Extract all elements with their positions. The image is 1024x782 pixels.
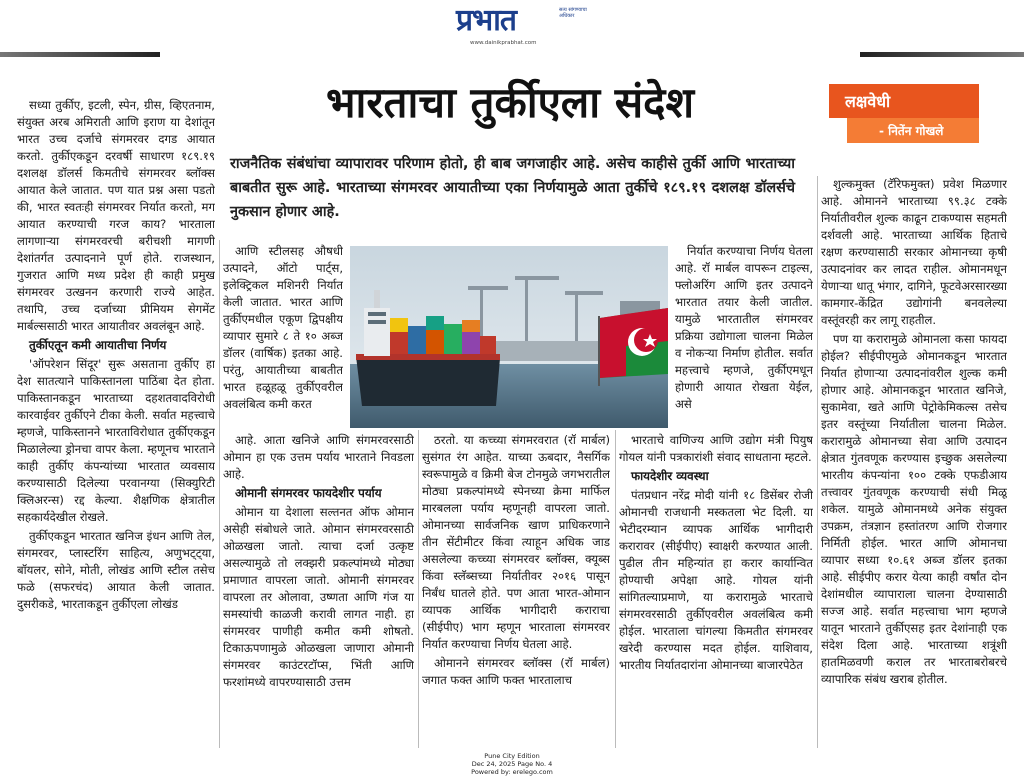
paragraph: पण या करारामुळे ओमानला कसा फायदा होईल? सीईपीएमुळे ओमानकडून भारतात निर्यात होणाऱ्या उत्पादनांवरील शुल्क कमी होणार आहे. ओमानकडून भारतात खनिजे, सुकामेवा, खते आणि पेट्रोकेमिकल्स तसेच इतर वस्तूंच्या निर्यातीला चालना मिळेल. करारामुळे ओमानच्या सेवा आणि उत्पादन क्षेत्रात गुंतवणूक करण्यास इच्छुक असलेल्या भारतीय कंपन्यांना १०० टक्के एफडीआय तत्त्वावर गुंतवणूक करण्याची संधी मिळू शकेल. यामुळे ओमानमध्ये अनेक संयुक्त उपक्रम, तंत्रज्ञान हस्तांतरण आणि रोजगार निर्मिती होईल. भारत आणि ओमानचा व्यापार सध्या १०.६१ अब्ज डॉलर इतका आहे. सीईपीए करार येत्या काही वर्षांत दोन देशांमधील व्यापाराला चालना देण्यासाठी सज्ज आहे. सर्वात महत्त्वाचा भाग म्हणजे यातून भारताने तुर्कीएसह इतर देशांनाही एक संदेश दिला आहे. भारताच्या शत्रूंशी हातमिळवणी कराल तर भारताबरोबरचे व्यापारिक संबंध खराब होतील. — [821, 332, 1007, 686]
logo-site-url[interactable]: www.dainikprabhat.com — [470, 40, 537, 46]
footer-date-page: Dec 24, 2025 Page No. 4 — [471, 760, 553, 768]
ship-photo[interactable] — [350, 246, 668, 428]
paragraph: ठरतो. या कच्च्या संगमरवरात (रॉ मार्बल) सुसंगत रंग आहेत. याच्या ऊबदार, नैसर्गिक स्वरूपामुळे व क्रिमी बेज टोनमुळे जगभरातील मोठ्या प्रकल्पांमध्ये स्पेनच्या क्रेमा मार्फिल मारबलला पर्याय म्हणूनही वापरला जातो. ओमानच्या सार्वजनिक खाण प्राधिकरणाने तीन सेंटीमीटर किंवा त्याहून अधिक जाड असलेल्या कच्च्या संगमरवर ब्लॉक्स, क्यूब्स किंवा स्लॅब्सच्या निर्यातीवर २०१६ पासून निर्बंध घातले होते. पण आता भारत-ओमान व्यापक आर्थिक भागीदारी कराराचा (सीईपीए) भाग म्हणून भारताला संगमरवर निर्यात करण्याचा निर्णय घेतला आहे. — [422, 433, 610, 651]
paragraph: सध्या तुर्कीए, इटली, स्पेन, ग्रीस, व्हिएतनाम, संयुक्त अरब अमिराती आणि इराण या देशांतून भारत उच्च दर्जाचे संगमरवर दगड आयात करतो. तुर्कीएकडून दरवर्षी साधारण १८९.१९ दशलक्ष डॉलर्स किमतीचे संगमरवर ब्लॉक्स आयात केले जातात. पण यात प्रश्न असा पडतो की, भारत स्वतःही संगमरवर निर्यात करतो, मग आयात करण्याची गरज काय? भारताला लागणाऱ्या संगमरवरची बरीचशी मागणी देशांतर्गत उत्पादनाने पूर्ण होते. राजस्थान, गुजरात आणि मध्य प्रदेश ही काही प्रमुख संगमरवर उत्खनन करणारी राज्ये आहेत. तथापि, उच्च दर्जाच्या प्रीमियम सेगमेंट मार्बल्ससाठी भारत आयातीवर अवलंबून आहे. — [17, 98, 215, 333]
article-column-2a — [223, 243, 343, 428]
paragraph: शुल्कमुक्त (टॅरिफमुक्त) प्रवेश मिळणार आहे. ओमानने भारताच्या ९९.३८ टक्के निर्यातीवरील शुल्क काढून टाकण्यास सहमती दर्शवली आहे. भारताच्या आर्थिक हिताचे रक्षण करण्यासाठी सरकार ओमानच्या कृषी उत्पादनांवर कर लादत राहील. ओमानमधून येणाऱ्या धातू भंगार, दागिने, फूटवेअरसारख्या कामगार-केंद्रित उद्योगांनी बनवलेल्या वस्तूंवरही कर लागू राहतील. — [821, 177, 1007, 327]
article-column-3 — [422, 432, 610, 750]
article-deck: राजनैतिक संबंधांचा व्यापारावर परिणाम होतो, ही बाब जगजाहीर आहे. असेच काहीसे तुर्की आणि भारताच्या बाबतीत सुरू आहे. भारताच्या संगमरवर आयातीच्या एका निर्णयामुळे आता तुर्कीचे १८९.१९ दशलक्ष डॉलर्सचे नुकसान होणार आहे. — [230, 156, 795, 220]
newspaper-logo[interactable]: प्रभात — [456, 3, 517, 38]
paragraph: आहे. आता खनिजे आणि संगमरवरसाठी ओमान हा एक उत्तम पर्याय भारताने निवडला आहे. — [223, 433, 414, 481]
column-author: - नितेंन गोखले — [847, 118, 979, 143]
column-divider — [418, 430, 419, 748]
masthead-rule-left — [0, 52, 160, 57]
footer-powered-by[interactable]: Powered by: erelego.com — [471, 768, 553, 776]
article-column-4b — [619, 432, 813, 750]
article-column-5 — [821, 176, 1007, 748]
column-divider — [615, 430, 616, 748]
article-column-2b — [223, 432, 414, 750]
subheading: ओमानी संगमरवर फायदेशीर पर्याय — [235, 486, 382, 500]
masthead — [0, 0, 1024, 52]
paragraph: निर्यात करण्याचा निर्णय घेतला आहे. रॉ मार्बल वापरून टाइल्स, फ्लोअरिंग आणि इतर उत्पादने भारतात तयार केली जातील. यामुळे भारतातील संगमरवर प्रक्रिया उद्योगाला चालना मिळेल व नोकऱ्या निर्माण होतील. सर्वात महत्त्वाचे म्हणजे, तुर्कीएमधून होणारी आयात रोखता येईल, असे — [675, 244, 813, 411]
column-divider — [817, 176, 818, 748]
column-divider — [219, 240, 220, 748]
column-title: लक्षवेधी — [829, 84, 979, 118]
article-headline: भारताचा तुर्कीएला संदेश — [325, 78, 695, 127]
paragraph: ओमान या देशाला सल्तनत ऑफ ओमान असेही संबोधले जाते. ओमान संगमरवरसाठी ओळखला जातो. त्याचा दर्जा उत्कृष्ट असल्यामुळे तो लक्झरी प्रकल्पांमध्ये मोठ्या प्रमाणात वापरला जातो. ओमानी संगमरवर वापरला तर ओलावा, उष्णता आणि गंज या समस्यांची काळजी करावी लागत नाही. हा संगमरवर पाणीही कमीत कमी शोषतो. टिकाऊपणामुळे ओळखला जाणारा ओमानी संगमरवर काउंटरटॉप्स, भिंती आणि फरशांमध्ये वापरण्यासाठी उत्तम — [223, 505, 414, 689]
paragraph: भारताचे वाणिज्य आणि उद्योग मंत्री पियुष गोयल यांनी पत्रकारांशी संवाद साधताना म्हटले. — [619, 433, 813, 464]
ship-photo-icon — [350, 246, 668, 428]
paragraph: आणि स्टीलसह औषधी उत्पादने, ऑटो पार्ट्स, इलेक्ट्रिकल मशिनरी निर्यात केली जातात. भारत आणि तुर्कीएमधील एकूण द्विपक्षीय व्यापार सुमारे ८ ते १० अब्ज डॉलर (वार्षिक) इतका आहे. परंतु, आयातीच्या बाबतीत भारत हळूहळू तुर्कीएवरील अवलंबित्व कमी करत — [223, 244, 343, 411]
article-column-1 — [17, 97, 215, 747]
logo-tagline: सत्य सांगण्याचा अधिकार — [559, 7, 587, 19]
article-column-4a — [675, 243, 813, 428]
paragraph: 'ऑपरेशन सिंदूर' सुरू असताना तुर्कीए हा देश सातत्याने पाकिस्तानला पाठिंबा देत होता. पाकिस्तानकडून भारताच्या दहशतवादविरोधी कारवाईवर तुर्कीएने टीका केली. सर्वात महत्त्वाचे म्हणजे, पाकिस्तानने भारताविरोधात तुर्कीएकडून मिळालेल्या ड्रोनचा वापर केला. म्हणूनच भारताने काही तुर्कीए कंपन्यांच्या भारतात व्यवसाय करण्यासाठी दिलेल्या परवानग्या (सिक्युरिटी क्लिअरन्स) रद्द केल्या. शैक्षणिक क्षेत्रातील सहकार्यदेखील रोखले. — [17, 357, 215, 524]
column-box[interactable] — [829, 84, 979, 140]
paragraph: पंतप्रधान नरेंद्र मोदी यांनी १८ डिसेंबर रोजी ओमानची राजधानी मस्कतला भेट दिली. या भेटीदरम्यान व्यापक आर्थिक भागीदारी करारावर (सीईपीए) स्वाक्षरी करण्यात आली. पुढील तीन महिन्यांत हा करार कार्यान्वित होण्याची अपेक्षा आहे. गोयल यांनी सांगितल्याप्रमाणे, या करारामुळे भारताचे संगमरवरसाठी तुर्कीएवरील अवलंबित्व कमी होईल. भारताला चांगल्या किमतीत संगमरवर खरेदी करण्यास मदत होईल. याशिवाय, भारतीय निर्यातदारांना ओमानच्या बाजारपेठेत — [619, 488, 813, 672]
page-footer — [460, 752, 564, 776]
subheading: तुर्कीएतून कमी आयातीचा निर्णय — [29, 338, 167, 352]
footer-edition: Pune City Edition — [484, 752, 540, 760]
subheading: फायदेशीर व्यवस्था — [631, 469, 709, 483]
masthead-rule-right — [860, 52, 1024, 57]
paragraph: तुर्कीएकडून भारतात खनिज इंधन आणि तेल, संगमरवर, प्लास्टरिंग साहित्य, अणुभट्ट्या, बॉयलर, सोने, मोती, लोखंड आणि स्टील तसेच फळे (सफरचंद) आयात केली जातात. दुसरीकडे, भारताकडून तुर्कीएला लोखंड — [17, 529, 215, 611]
paragraph: ओमानने संगमरवर ब्लॉक्स (रॉ मार्बल) जगात फक्त आणि फक्त भारतालाच — [422, 656, 610, 687]
